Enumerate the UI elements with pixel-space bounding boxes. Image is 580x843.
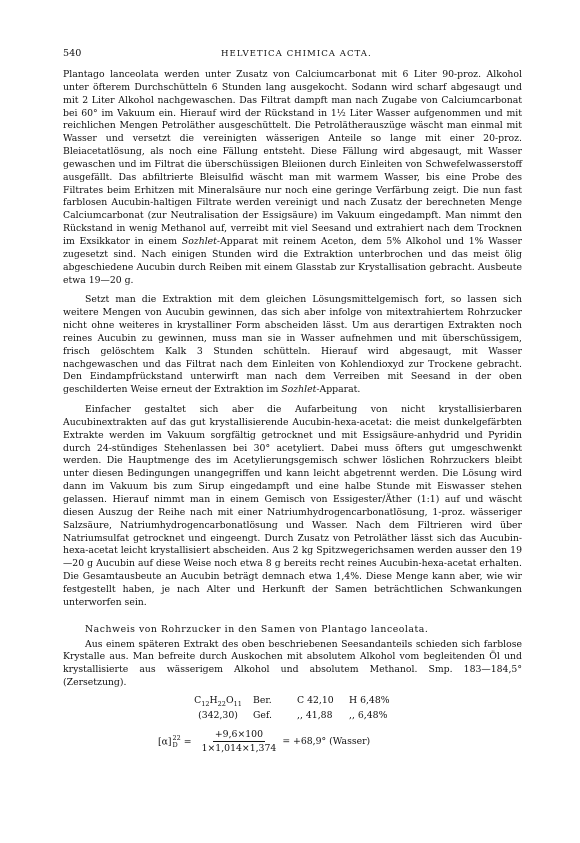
running-title: HELVETICA CHIMICA ACTA. (221, 49, 372, 59)
page-header (63, 48, 522, 60)
found-c: ,, 41,88 (297, 710, 333, 722)
rotation-fraction (200, 729, 279, 754)
section-heading: Nachweis von Rohrzucker in den Samen von Plantago lanceolata. (85, 623, 429, 635)
rotation-numerator: +9,6×100 (214, 729, 263, 741)
molecular-weight: (342,30) (198, 710, 238, 722)
rotation-result: = +68,9° (Wasser) (282, 736, 371, 748)
calc-h: H 6,48% (349, 694, 390, 706)
found-label: Gef. (253, 710, 272, 722)
rotation-denominator: 1×1,014×1,374 (201, 743, 277, 755)
paragraph-1: Plantago lanceolata werden unter Zusatz von Calciumcarbonat mit 6 Liter 90-proz. Alkohol unter öfterem Durchschütteln 6 Stunden lang ausgekocht. Sodann wird scharf abgesaugt und mit 2 Liter Alkohol nachgewaschen. Das Filtrat dampft man nach Zugabe von Calciumcarbonat bei 60° im Vakuum ein. Hierauf wird der Rückstand in 1½ Liter Wasser aufgenommen und mit reichlichen Mengen Petroläther ausgeschüttelt. Die Petrolätherauszüge wäscht man einmal mit Wasser und versetzt die vereinigten wässerigen Anteile so lange mit einer 20-proz. Bleiacetatlösung, als noch eine Fällung entsteht. Diese Fällung wird abgesaugt, mit Wasser gewaschen und im Filtrat die überschüssigen Bleiionen durch Einleiten von Schwefelwasserstoff ausgefällt. Das abfiltrierte Bleisulfid wäscht man mit warmem Wasser, bis eine Probe des Filtrates beim Erhitzen mit Mineralsäure nur noch eine geringe Verfärbung zeigt. Die nun fast farblosen Aucubin-haltigen Filtrate werden vereinigt und nach Zusatz der berechneten Menge Calciumcarbonat (zur Neutralisation der Essigsäure) im Vakuum eingedampft. Man nimmt den Rückstand in wenig Methanol auf, verreibt mit viel Seesand und extrahiert nach dem Trocknen im Exsikkator in einem Sozhlet-Apparat mit reinem Aceton, dem 5% Alkohol und 1% Wasser zugesetzt sind. Nach einigen Stunden wird die Extraktion unterbrochen und das meist ölig abgeschiedene Aucubin durch Reiben mit einem Glasstab zur Krystallisation gebracht. Ausbeute etwa 19—20 g. (63, 69, 522, 286)
found-h: ,, 6,48% (349, 710, 388, 722)
optical-rotation (63, 729, 522, 754)
molecular-formula: $C_{12}H_{22}O_{11}$ (194, 694, 242, 708)
sozhlet-italic-2: Sozhlet (281, 384, 317, 396)
section-body (63, 639, 522, 690)
body-text (63, 69, 522, 610)
rotation-symbol: [α] 22 D = (158, 733, 192, 749)
analysis-row-calc (63, 695, 522, 710)
page-number: 540 (63, 48, 82, 59)
calc-c: C 42,10 (297, 694, 334, 706)
paragraph-3: Einfacher gestaltet sich aber die Aufarbeitung von nicht krystallisierbaren Aucubinextrakten auf das gut krystallisierende Aucubin-hexa-acetat: die meist dunkelgefärbten Extrakte werden im Vakuum sorgfältig getrocknet und mit Essigsäure-anhydrid und Pyridin durch 24-stündiges Stehenlassen bei 30° acetyliert. Dabei muss öfters gut umgeschwenkt werden. Die Hauptmenge des im Acetylierungsgemisch schwer löslichen Rohrzuckers bleibt unter diesen Bedingungen unangegriffen und kann leicht abgetrennt werden. Die Lösung wird dann im Vakuum bis zum Sirup eingedampft und eine halbe Stunde mit Eiswasser stehen gelassen. Hierauf nimmt man in einem Gemisch von Essigester/Äther (1:1) auf und wäscht diesen Auszug der Reihe nach mit einer Natriumhydrogencarbonatlösung, 1-proz. wässeriger Salzsäure, Natriumhydrogencarbonatlösung und Wasser. Nach dem Filtrieren wird über Natriumsulfat getrocknet und eingeengt. Durch Zusatz von Petroläther lässt sich das Aucubin-hexa-acetat leicht krystallisiert abscheiden. Aus 2 kg Spitzwegerichsamen werden ausser den 19—20 g Aucubin auf diese Weise noch etwa 8 g bereits recht reines Aucubin-hexa-acetat erhalten. Die Gesamtausbeute an Aucubin beträgt demnach etwa 1,4%. Diese Menge kann aber, wie wir festgestellt haben, je nach Alter und Herkunft der Samen beträchtlichen Schwankungen unterworfen sein. (63, 404, 522, 608)
sozhlet-italic-1: Sozhlet (181, 235, 217, 247)
section-paragraph: Aus einem späteren Extrakt des oben beschriebenen Seesandanteils schieden sich farblose Krystalle aus. Man befreite durch Auskochen mit absolutem Alkohol vom begleitenden Öl und krystallisierte aus wässerigem Alkohol und absolutem Methanol. Smp. 183—184,5° (Zersetzung). (63, 638, 522, 689)
elemental-analysis (63, 695, 522, 723)
paragraph-2: Setzt man die Extraktion mit dem gleichen Lösungsmittelgemisch fort, so lassen sich weitere Mengen von Aucubin gewinnen, das sich aber infolge von mitextrahiertem Rohrzucker nicht ohne weiteres in krystalliner Form abscheiden lässt. Um aus derartigen Extrakten noch reines Aucubin zu gewinnen, muss man sie in Wasser aufnehmen und mit überschüssigem, frisch gelöschtem Kalk 3 Stunden schütteln. Hierauf wird abgesaugt, mit Wasser nachgewaschen und das Filtrat nach dem Einleiten von Kohlendioxyd zur Trockene gebracht. Den Eindampfrückstand unterwirft man nach dem Verreiben mit Seesand in der oben geschilderten Weise erneut der Extraktion im Sozhlet-Apparat. (63, 294, 522, 396)
analysis-row-found (63, 710, 522, 723)
calc-label: Ber. (253, 694, 272, 706)
